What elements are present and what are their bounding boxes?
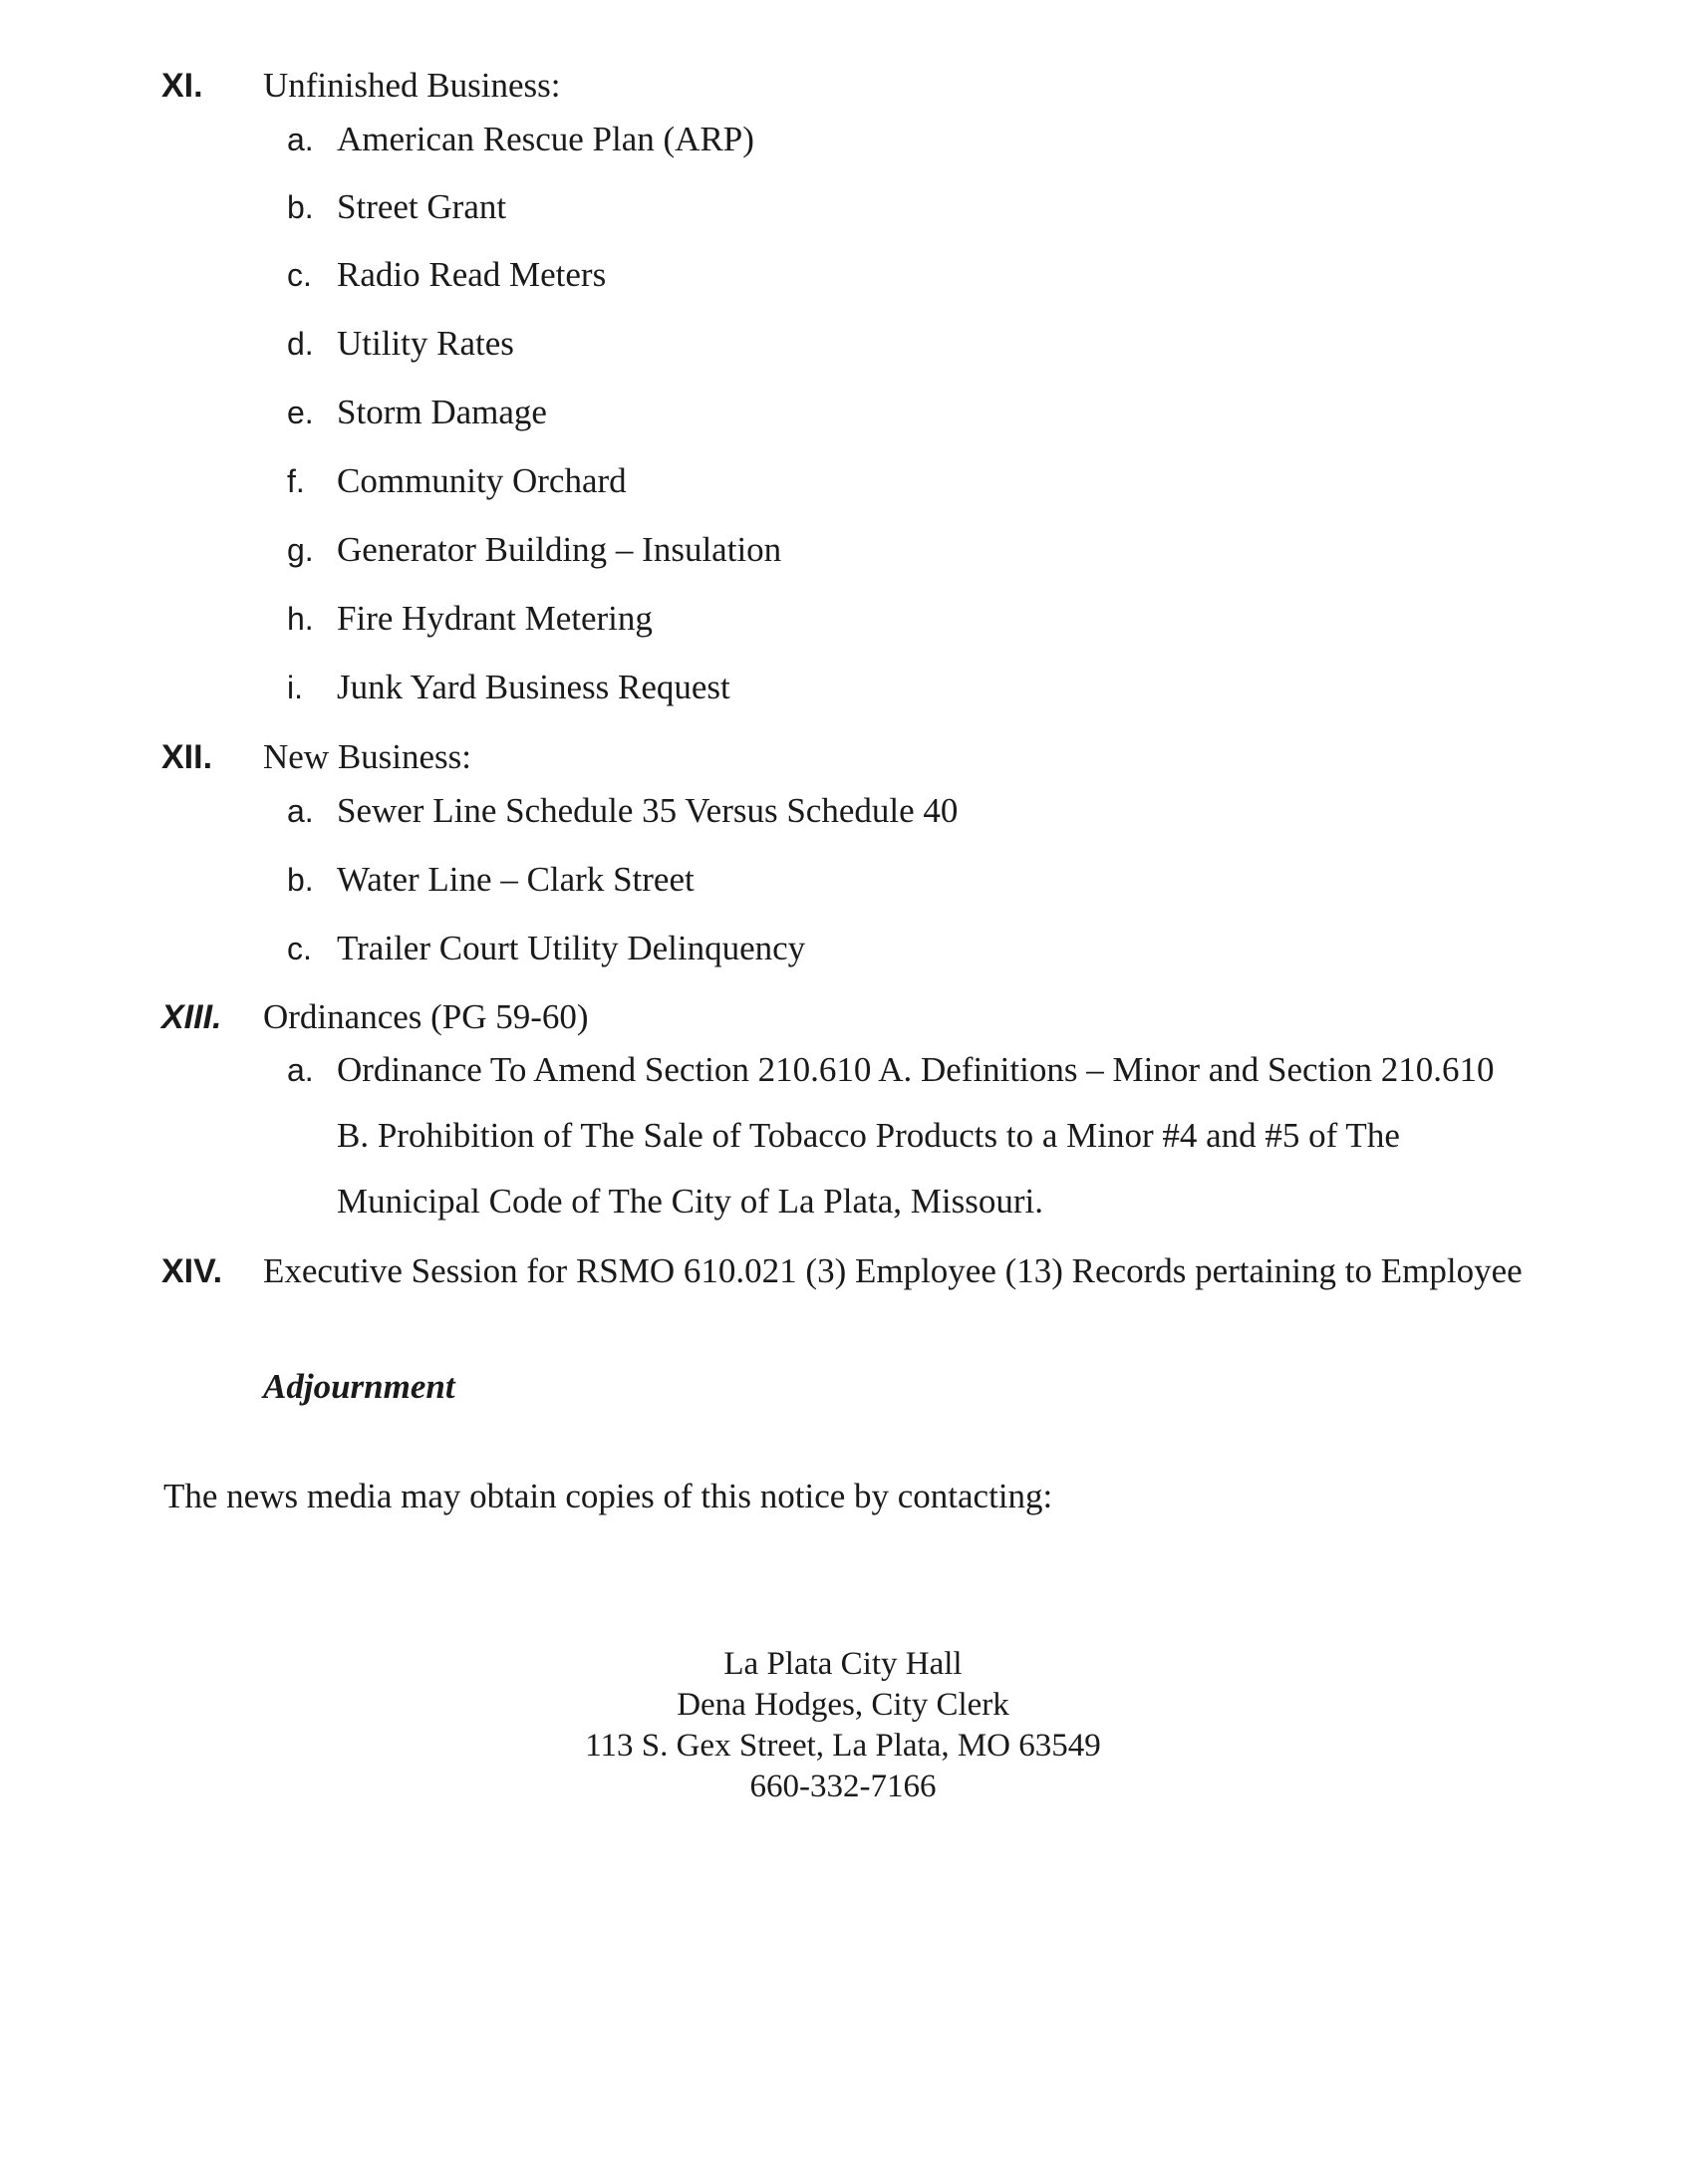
item-letter: h. (287, 601, 314, 637)
item-letter: g. (287, 532, 314, 568)
item-letter: b. (287, 862, 314, 898)
item-label: Fire Hydrant Metering (337, 599, 653, 638)
section-title: Executive Session for RSMO 610.021 (3) Employee (13) Records pertaining to Employee (263, 1251, 1523, 1290)
media-notice: The news media may obtain copies of this notice by contacting: (163, 1477, 1053, 1515)
item-letter: i. (287, 670, 303, 705)
item-label: American Rescue Plan (ARP) (337, 120, 754, 158)
contact-address: 113 S. Gex Street, La Plata, MO 63549 (585, 1728, 1101, 1764)
item-letter: e. (287, 395, 314, 430)
item-label: Community Orchard (337, 461, 627, 500)
contact-office: La Plata City Hall (723, 1646, 963, 1682)
item-label: Junk Yard Business Request (337, 668, 730, 706)
contact-phone: 660-332-7166 (749, 1769, 937, 1804)
item-letter: d. (287, 326, 314, 362)
section-numeral: XII. (161, 738, 213, 776)
contact-clerk: Dena Hodges, City Clerk (677, 1687, 1009, 1723)
item-letter: a. (287, 122, 314, 157)
section-numeral: XI. (161, 67, 203, 105)
section-title: Ordinances (PG 59-60) (263, 997, 589, 1036)
contact-block (444, 1644, 1242, 1807)
item-label: Utility Rates (337, 324, 514, 363)
ordinance-line: Municipal Code of The City of La Plata, Missouri. (337, 1182, 1043, 1221)
ordinance-text (337, 1037, 1632, 1234)
item-letter: b. (287, 189, 314, 225)
adjournment-heading: Adjournment (263, 1367, 455, 1406)
section-title: Unfinished Business: (263, 66, 561, 105)
ordinance-line: B. Prohibition of The Sale of Tobacco Products to a Minor #4 and #5 of The (337, 1116, 1400, 1155)
section-numeral: XIV. (161, 1252, 223, 1290)
item-label: Storm Damage (337, 393, 547, 431)
item-label: Street Grant (337, 187, 507, 226)
item-label: Water Line – Clark Street (337, 860, 695, 899)
item-letter: c. (287, 931, 312, 966)
item-letter: a. (287, 793, 314, 829)
item-letter: f. (287, 463, 305, 499)
item-label: Trailer Court Utility Delinquency (337, 929, 806, 967)
item-label: Sewer Line Schedule 35 Versus Schedule 40 (337, 791, 959, 830)
item-letter: c. (287, 257, 312, 293)
ordinance-line: Ordinance To Amend Section 210.610 A. Definitions – Minor and Section 210.610 (337, 1050, 1495, 1089)
item-letter: a. (287, 1052, 314, 1088)
section-numeral: XIII. (161, 998, 222, 1036)
item-label: Radio Read Meters (337, 255, 607, 294)
item-label: Generator Building – Insulation (337, 530, 782, 569)
section-title: New Business: (263, 737, 472, 776)
